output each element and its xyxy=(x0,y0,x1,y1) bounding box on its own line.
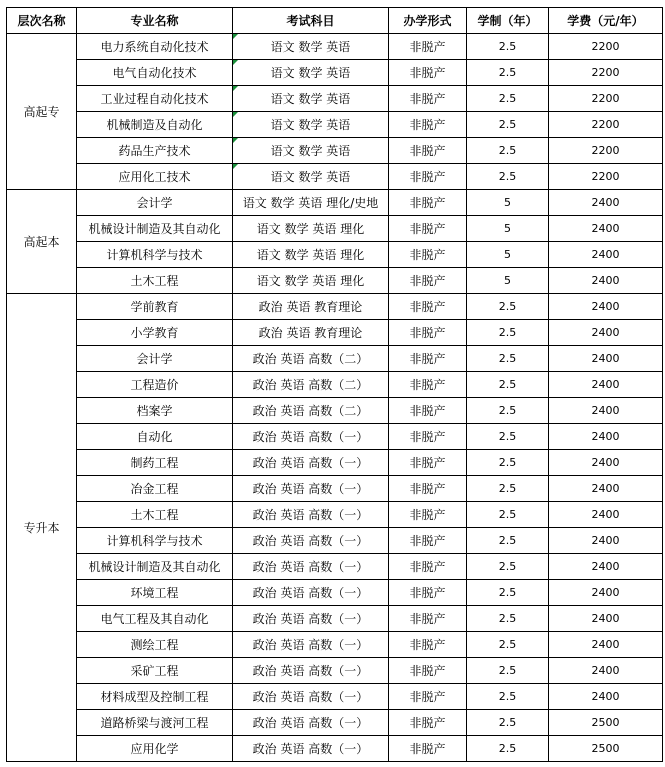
subjects-cell: 语文 数学 英语 xyxy=(233,34,389,60)
fee-cell: 2400 xyxy=(549,528,663,554)
table-body xyxy=(7,34,663,762)
subjects-cell: 语文 数学 英语 xyxy=(233,60,389,86)
years-cell: 2.5 xyxy=(467,476,549,502)
major-cell: 工程造价 xyxy=(77,372,233,398)
mode-cell: 非脱产 xyxy=(389,60,467,86)
table-row xyxy=(7,138,663,164)
table-row xyxy=(7,268,663,294)
subjects-cell: 政治 英语 高数（一） xyxy=(233,476,389,502)
major-cell: 环境工程 xyxy=(77,580,233,606)
fee-cell: 2400 xyxy=(549,580,663,606)
years-cell: 2.5 xyxy=(467,580,549,606)
major-cell: 自动化 xyxy=(77,424,233,450)
table-row xyxy=(7,632,663,658)
fee-cell: 2400 xyxy=(549,294,663,320)
table-row xyxy=(7,372,663,398)
major-cell: 机械制造及自动化 xyxy=(77,112,233,138)
header-subjects: 考试科目 xyxy=(233,8,389,34)
table-row xyxy=(7,580,663,606)
header-major: 专业名称 xyxy=(77,8,233,34)
major-cell: 档案学 xyxy=(77,398,233,424)
fee-cell: 2200 xyxy=(549,138,663,164)
table-row xyxy=(7,164,663,190)
level-cell: 专升本 xyxy=(7,294,77,762)
fee-cell: 2400 xyxy=(549,268,663,294)
years-cell: 2.5 xyxy=(467,86,549,112)
fee-cell: 2400 xyxy=(549,632,663,658)
mode-cell: 非脱产 xyxy=(389,346,467,372)
fee-cell: 2500 xyxy=(549,710,663,736)
table-row xyxy=(7,450,663,476)
table-row xyxy=(7,112,663,138)
table-row xyxy=(7,502,663,528)
table-row xyxy=(7,60,663,86)
fee-cell: 2400 xyxy=(549,320,663,346)
mode-cell: 非脱产 xyxy=(389,658,467,684)
major-cell: 应用化工技术 xyxy=(77,164,233,190)
years-cell: 2.5 xyxy=(467,632,549,658)
fee-cell: 2400 xyxy=(549,424,663,450)
major-cell: 电气工程及其自动化 xyxy=(77,606,233,632)
header-years: 学制（年） xyxy=(467,8,549,34)
header-mode: 办学形式 xyxy=(389,8,467,34)
level-cell: 高起本 xyxy=(7,190,77,294)
subjects-cell: 政治 英语 高数（一） xyxy=(233,710,389,736)
fee-cell: 2400 xyxy=(549,346,663,372)
subjects-cell: 政治 英语 高数（一） xyxy=(233,424,389,450)
table-row xyxy=(7,242,663,268)
years-cell: 2.5 xyxy=(467,138,549,164)
years-cell: 2.5 xyxy=(467,60,549,86)
mode-cell: 非脱产 xyxy=(389,632,467,658)
years-cell: 2.5 xyxy=(467,554,549,580)
table-row xyxy=(7,294,663,320)
mode-cell: 非脱产 xyxy=(389,320,467,346)
table-row xyxy=(7,34,663,60)
mode-cell: 非脱产 xyxy=(389,242,467,268)
subjects-cell: 语文 数学 英语 xyxy=(233,112,389,138)
major-cell: 土木工程 xyxy=(77,502,233,528)
fee-cell: 2500 xyxy=(549,736,663,762)
fee-cell: 2400 xyxy=(549,476,663,502)
major-cell: 会计学 xyxy=(77,346,233,372)
mode-cell: 非脱产 xyxy=(389,606,467,632)
table-row xyxy=(7,346,663,372)
years-cell: 2.5 xyxy=(467,528,549,554)
major-cell: 冶金工程 xyxy=(77,476,233,502)
fee-cell: 2400 xyxy=(549,606,663,632)
years-cell: 2.5 xyxy=(467,606,549,632)
years-cell: 5 xyxy=(467,268,549,294)
mode-cell: 非脱产 xyxy=(389,216,467,242)
major-cell: 采矿工程 xyxy=(77,658,233,684)
fee-cell: 2200 xyxy=(549,60,663,86)
fee-cell: 2200 xyxy=(549,112,663,138)
subjects-cell: 语文 数学 英语 xyxy=(233,86,389,112)
mode-cell: 非脱产 xyxy=(389,164,467,190)
subjects-cell: 政治 英语 高数（一） xyxy=(233,606,389,632)
table-row xyxy=(7,736,663,762)
major-cell: 计算机科学与技术 xyxy=(77,528,233,554)
mode-cell: 非脱产 xyxy=(389,502,467,528)
major-cell: 电气自动化技术 xyxy=(77,60,233,86)
subjects-cell: 语文 数学 英语 理化 xyxy=(233,216,389,242)
mode-cell: 非脱产 xyxy=(389,112,467,138)
header-fee: 学费（元/年） xyxy=(549,8,663,34)
table-row xyxy=(7,528,663,554)
years-cell: 2.5 xyxy=(467,710,549,736)
level-cell: 高起专 xyxy=(7,34,77,190)
mode-cell: 非脱产 xyxy=(389,294,467,320)
subjects-cell: 语文 数学 英语 xyxy=(233,164,389,190)
years-cell: 2.5 xyxy=(467,346,549,372)
major-cell: 工业过程自动化技术 xyxy=(77,86,233,112)
mode-cell: 非脱产 xyxy=(389,476,467,502)
subjects-cell: 政治 英语 高数（一） xyxy=(233,736,389,762)
years-cell: 2.5 xyxy=(467,658,549,684)
mode-cell: 非脱产 xyxy=(389,736,467,762)
mode-cell: 非脱产 xyxy=(389,372,467,398)
fee-cell: 2400 xyxy=(549,554,663,580)
major-cell: 道路桥梁与渡河工程 xyxy=(77,710,233,736)
mode-cell: 非脱产 xyxy=(389,138,467,164)
years-cell: 2.5 xyxy=(467,164,549,190)
subjects-cell: 政治 英语 高数（二） xyxy=(233,346,389,372)
fee-cell: 2400 xyxy=(549,242,663,268)
years-cell: 5 xyxy=(467,242,549,268)
table-row xyxy=(7,424,663,450)
mode-cell: 非脱产 xyxy=(389,190,467,216)
years-cell: 5 xyxy=(467,216,549,242)
table-row xyxy=(7,684,663,710)
major-cell: 应用化学 xyxy=(77,736,233,762)
major-cell: 会计学 xyxy=(77,190,233,216)
subjects-cell: 语文 数学 英语 理化/史地 xyxy=(233,190,389,216)
major-cell: 测绘工程 xyxy=(77,632,233,658)
major-cell: 土木工程 xyxy=(77,268,233,294)
subjects-cell: 政治 英语 高数（一） xyxy=(233,658,389,684)
major-cell: 机械设计制造及其自动化 xyxy=(77,554,233,580)
table-row xyxy=(7,658,663,684)
mode-cell: 非脱产 xyxy=(389,398,467,424)
years-cell: 2.5 xyxy=(467,372,549,398)
mode-cell: 非脱产 xyxy=(389,554,467,580)
fee-cell: 2200 xyxy=(549,164,663,190)
subjects-cell: 语文 数学 英语 理化 xyxy=(233,268,389,294)
subjects-cell: 语文 数学 英语 xyxy=(233,138,389,164)
table-row xyxy=(7,86,663,112)
years-cell: 2.5 xyxy=(467,502,549,528)
subjects-cell: 政治 英语 高数（一） xyxy=(233,528,389,554)
fee-cell: 2200 xyxy=(549,86,663,112)
mode-cell: 非脱产 xyxy=(389,424,467,450)
major-cell: 制药工程 xyxy=(77,450,233,476)
table-row xyxy=(7,216,663,242)
header-level: 层次名称 xyxy=(7,8,77,34)
table-row xyxy=(7,320,663,346)
fee-cell: 2400 xyxy=(549,658,663,684)
fee-cell: 2400 xyxy=(549,502,663,528)
fee-cell: 2400 xyxy=(549,372,663,398)
subjects-cell: 政治 英语 教育理论 xyxy=(233,320,389,346)
years-cell: 2.5 xyxy=(467,424,549,450)
years-cell: 2.5 xyxy=(467,34,549,60)
fee-cell: 2400 xyxy=(549,190,663,216)
table-row xyxy=(7,606,663,632)
years-cell: 2.5 xyxy=(467,294,549,320)
table-row xyxy=(7,554,663,580)
years-cell: 5 xyxy=(467,190,549,216)
subjects-cell: 政治 英语 高数（二） xyxy=(233,372,389,398)
mode-cell: 非脱产 xyxy=(389,450,467,476)
subjects-cell: 政治 英语 高数（一） xyxy=(233,554,389,580)
years-cell: 2.5 xyxy=(467,398,549,424)
years-cell: 2.5 xyxy=(467,112,549,138)
subjects-cell: 政治 英语 教育理论 xyxy=(233,294,389,320)
mode-cell: 非脱产 xyxy=(389,268,467,294)
subjects-cell: 政治 英语 高数（一） xyxy=(233,502,389,528)
fee-cell: 2400 xyxy=(549,450,663,476)
major-cell: 材料成型及控制工程 xyxy=(77,684,233,710)
subjects-cell: 语文 数学 英语 理化 xyxy=(233,242,389,268)
fee-cell: 2400 xyxy=(549,398,663,424)
major-cell: 小学教育 xyxy=(77,320,233,346)
major-cell: 机械设计制造及其自动化 xyxy=(77,216,233,242)
subjects-cell: 政治 英语 高数（一） xyxy=(233,450,389,476)
subjects-cell: 政治 英语 高数（二） xyxy=(233,398,389,424)
fee-cell: 2400 xyxy=(549,216,663,242)
years-cell: 2.5 xyxy=(467,684,549,710)
mode-cell: 非脱产 xyxy=(389,34,467,60)
table-row xyxy=(7,190,663,216)
subjects-cell: 政治 英语 高数（一） xyxy=(233,632,389,658)
table-row xyxy=(7,710,663,736)
fee-cell: 2400 xyxy=(549,684,663,710)
subjects-cell: 政治 英语 高数（一） xyxy=(233,580,389,606)
fee-cell: 2200 xyxy=(549,34,663,60)
mode-cell: 非脱产 xyxy=(389,710,467,736)
mode-cell: 非脱产 xyxy=(389,684,467,710)
header-row xyxy=(7,8,663,34)
program-table xyxy=(6,7,663,762)
subjects-cell: 政治 英语 高数（一） xyxy=(233,684,389,710)
major-cell: 学前教育 xyxy=(77,294,233,320)
major-cell: 药品生产技术 xyxy=(77,138,233,164)
major-cell: 计算机科学与技术 xyxy=(77,242,233,268)
table-row xyxy=(7,476,663,502)
mode-cell: 非脱产 xyxy=(389,528,467,554)
years-cell: 2.5 xyxy=(467,450,549,476)
mode-cell: 非脱产 xyxy=(389,580,467,606)
years-cell: 2.5 xyxy=(467,736,549,762)
table-row xyxy=(7,398,663,424)
major-cell: 电力系统自动化技术 xyxy=(77,34,233,60)
mode-cell: 非脱产 xyxy=(389,86,467,112)
years-cell: 2.5 xyxy=(467,320,549,346)
